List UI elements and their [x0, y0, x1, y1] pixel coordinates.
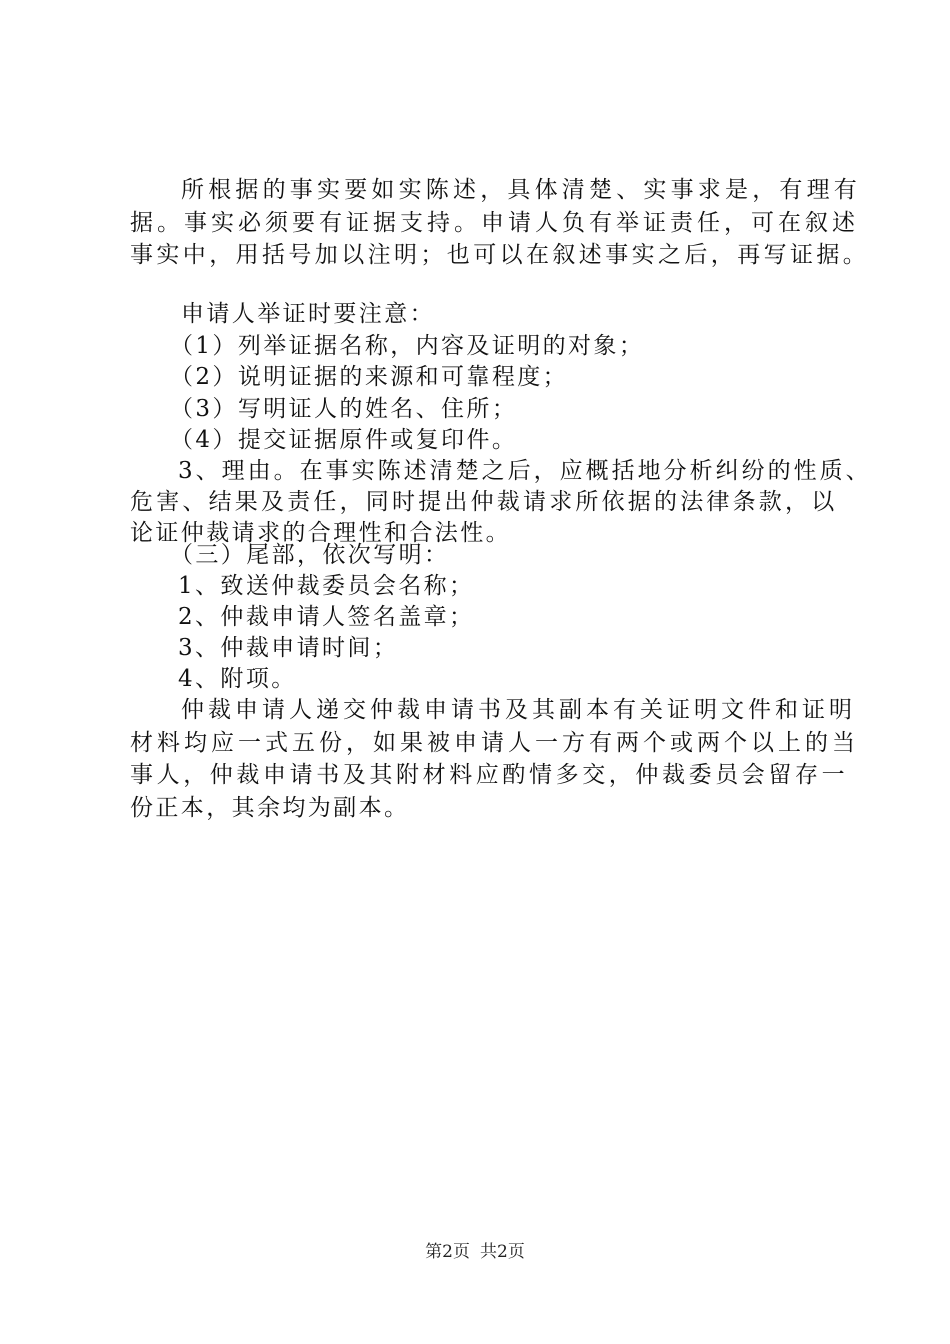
section-heading: （三）尾部，依次写明： [170, 542, 450, 568]
list-item: （3）写明证人的姓名、住所； [170, 396, 518, 422]
body-text-line: 所根据的事实要如实陈述，具体清楚、实事求是，有理有 [181, 177, 861, 203]
body-text-line: 仲裁申请人递交仲裁申请书及其副本有关证明文件和证明 [181, 697, 856, 723]
body-text-line: 事人，仲裁申请书及其附材料应酌情多交，仲裁委员会留存一 [130, 762, 849, 788]
body-text-line: 材料均应一式五份，如果被申请人一方有两个或两个以上的当 [130, 730, 859, 756]
list-item: （1）列举证据名称，内容及证明的对象； [170, 333, 645, 359]
list-item: 3、仲裁申请时间； [178, 635, 399, 661]
body-text-line: 申请人举证时要注意： [181, 301, 435, 327]
list-item: （4）提交证据原件或复印件。 [170, 427, 518, 453]
body-text-line: 3、理由。在事实陈述清楚之后，应概括地分析纠纷的性质、 [178, 458, 872, 484]
list-item: 2、仲裁申请人签名盖章； [178, 604, 475, 630]
body-text-line: 份正本，其余均为副本。 [130, 795, 410, 821]
list-item: 1、致送仲裁委员会名称； [178, 573, 475, 599]
body-text-line: 事实中，用括号加以注明；也可以在叙述事实之后，再写证据。 [130, 242, 870, 268]
page-footer [0, 1241, 950, 1263]
body-text-line: 据。事实必须要有证据支持。申请人负有举证责任，可在叙述 [130, 210, 859, 236]
list-item: （2）说明证据的来源和可靠程度； [170, 364, 569, 390]
page-number-current: 第2页 [425, 1242, 470, 1262]
body-text-line: 危害、结果及责任，同时提出仲裁请求所依据的法律条款，以 [130, 489, 838, 515]
body-text-line: 论证仲裁请求的合理性和合法性。 [130, 520, 511, 546]
list-item: 4、附项。 [178, 666, 297, 692]
page-number-total: 共2页 [480, 1242, 525, 1262]
